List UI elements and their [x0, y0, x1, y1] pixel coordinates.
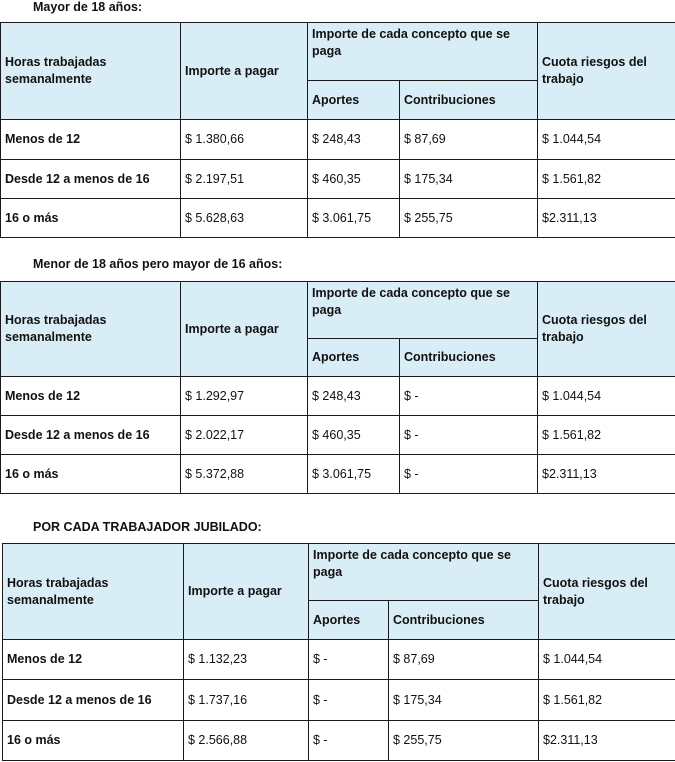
cuota-cell: $ 1.044,54: [538, 120, 675, 160]
row-label: Desde 12 a menos de 16: [3, 680, 184, 721]
header-concepto: Importe de cada concepto que se paga: [308, 23, 538, 81]
header-cuota: Cuota riesgos del trabajo: [539, 544, 675, 640]
aportes-cell: $ -: [309, 640, 389, 680]
aportes-cell: $ 3.061,75: [308, 199, 400, 238]
cuota-cell: $ 1.044,54: [539, 640, 675, 680]
cuota-cell: $2.311,13: [538, 199, 675, 238]
header-cuota: Cuota riesgos del trabajo: [538, 282, 675, 377]
importe-cell: $ 1.132,23: [184, 640, 309, 680]
cuota-cell: $2.311,13: [538, 455, 675, 494]
header-concepto: Importe de cada concepto que se paga: [309, 544, 539, 601]
row-label: 16 o más: [1, 199, 181, 238]
table-row: [3, 680, 675, 721]
header-importe: Importe a pagar: [181, 282, 308, 377]
table-row: [3, 640, 675, 680]
aportes-cell: $ -: [309, 680, 389, 721]
row-label: Desde 12 a menos de 16: [1, 416, 181, 455]
table-row: [1, 120, 675, 160]
header-contribuciones: Contribuciones: [400, 339, 538, 377]
header-contribuciones: Contribuciones: [389, 601, 539, 640]
header-horas: Horas trabajadas semanalmente: [1, 282, 181, 377]
importe-cell: $ 1.380,66: [181, 120, 308, 160]
header-aportes: Aportes: [309, 601, 389, 640]
fee-table-menor-18: [0, 281, 675, 494]
aportes-cell: $ 248,43: [308, 120, 400, 160]
header-contribuciones: Contribuciones: [400, 81, 538, 120]
contribuciones-cell: $ 87,69: [389, 640, 539, 680]
importe-cell: $ 1.737,16: [184, 680, 309, 721]
contribuciones-cell: $ 87,69: [400, 120, 538, 160]
header-cuota: Cuota riesgos del trabajo: [538, 23, 675, 120]
row-label: Menos de 12: [3, 640, 184, 680]
table-row: [1, 199, 675, 238]
importe-cell: $ 2.022,17: [181, 416, 308, 455]
importe-cell: $ 5.628,63: [181, 199, 308, 238]
fee-table-mayor-18: [0, 22, 675, 238]
header-concepto: Importe de cada concepto que se paga: [308, 282, 538, 339]
row-label: Desde 12 a menos de 16: [1, 160, 181, 199]
header-horas: Horas trabajadas semanalmente: [1, 23, 181, 120]
header-aportes: Aportes: [308, 339, 400, 377]
contribuciones-cell: $ -: [400, 416, 538, 455]
header-importe: Importe a pagar: [181, 23, 308, 120]
importe-cell: $ 2.197,51: [181, 160, 308, 199]
row-label: Menos de 12: [1, 120, 181, 160]
cuota-cell: $ 1.561,82: [539, 680, 675, 721]
header-aportes: Aportes: [308, 81, 400, 120]
cuota-cell: $2.311,13: [539, 721, 675, 761]
header-importe: Importe a pagar: [184, 544, 309, 640]
cuota-cell: $ 1.561,82: [538, 416, 675, 455]
contribuciones-cell: $ 255,75: [400, 199, 538, 238]
importe-cell: $ 2.566,88: [184, 721, 309, 761]
contribuciones-cell: $ -: [400, 377, 538, 416]
table-row: [1, 455, 675, 494]
importe-cell: $ 1.292,97: [181, 377, 308, 416]
contribuciones-cell: $ 255,75: [389, 721, 539, 761]
section-title-menor-18: Menor de 18 años pero mayor de 16 años:: [33, 257, 283, 271]
section-title-mayor-18: Mayor de 18 años:: [33, 0, 143, 14]
aportes-cell: $ -: [309, 721, 389, 761]
section-title-jubilado: POR CADA TRABAJADOR JUBILADO:: [33, 520, 262, 534]
aportes-cell: $ 248,43: [308, 377, 400, 416]
importe-cell: $ 5.372,88: [181, 455, 308, 494]
row-label: 16 o más: [3, 721, 184, 761]
table-row: [3, 721, 675, 761]
header-horas: Horas trabajadas semanalmente: [3, 544, 184, 640]
table-row: [1, 160, 675, 199]
aportes-cell: $ 460,35: [308, 160, 400, 199]
table-row: [1, 377, 675, 416]
cuota-cell: $ 1.561,82: [538, 160, 675, 199]
contribuciones-cell: $ 175,34: [389, 680, 539, 721]
row-label: Menos de 12: [1, 377, 181, 416]
aportes-cell: $ 460,35: [308, 416, 400, 455]
fee-table-jubilado: [2, 543, 675, 761]
row-label: 16 o más: [1, 455, 181, 494]
contribuciones-cell: $ 175,34: [400, 160, 538, 199]
contribuciones-cell: $ -: [400, 455, 538, 494]
table-row: [1, 416, 675, 455]
cuota-cell: $ 1.044,54: [538, 377, 675, 416]
aportes-cell: $ 3.061,75: [308, 455, 400, 494]
